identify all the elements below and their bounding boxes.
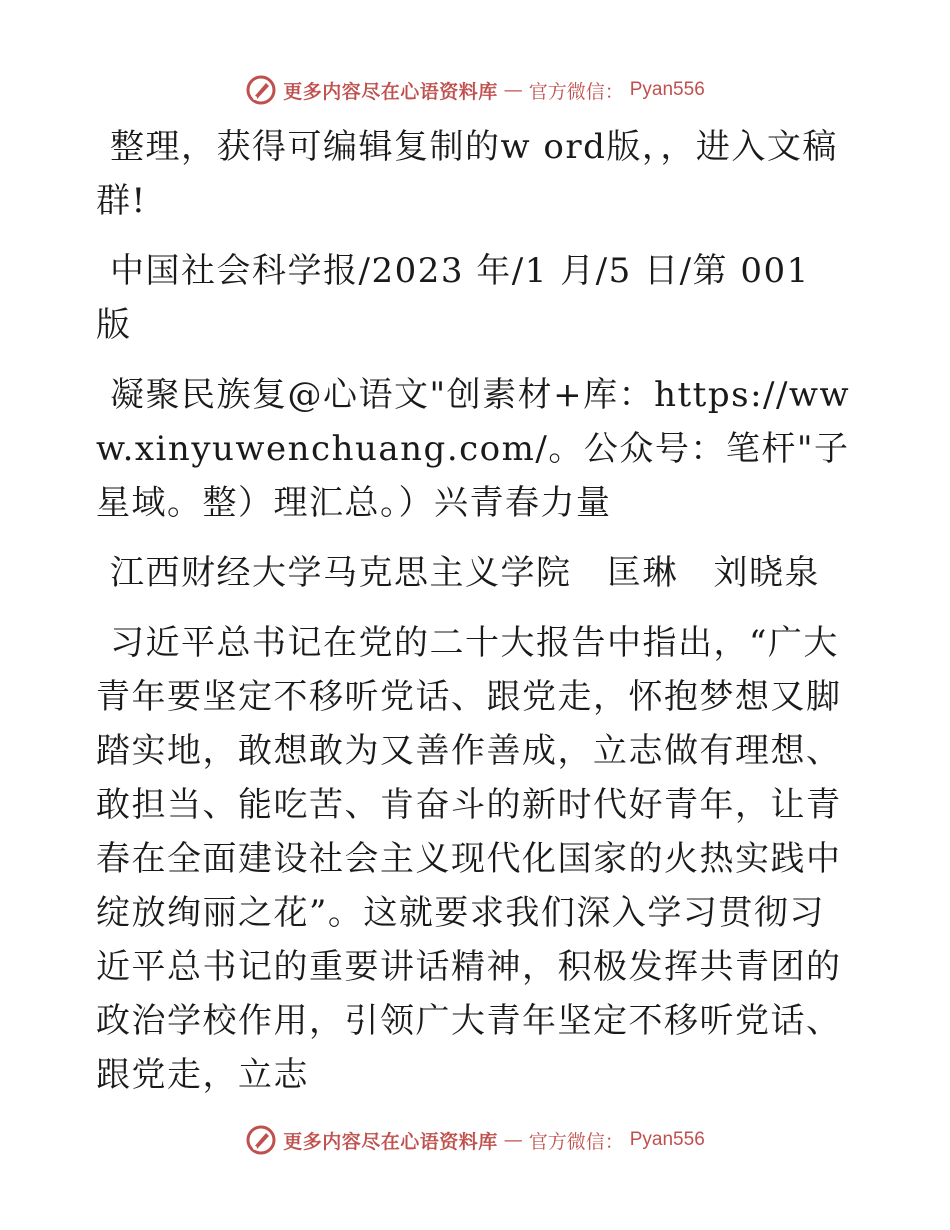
watermark-text: 更多内容尽在心语资料库 xyxy=(283,1130,498,1153)
author-line: 江西财经大学马克思主义学院 匡琳 刘晓泉 xyxy=(110,553,820,593)
footer-watermark xyxy=(0,1120,950,1160)
watermark-official-label: 官方微信： xyxy=(528,1130,624,1153)
pen-logo-icon xyxy=(245,74,277,106)
watermark-dash: — xyxy=(503,1129,523,1151)
watermark-text: 更多内容尽在心语资料库 xyxy=(283,80,498,103)
watermark-dash: — xyxy=(503,79,523,101)
header-watermark xyxy=(0,70,950,110)
body-paragraph: 习近平总书记在党的二十大报告中指出，“广大青年要坚定不移听党话、跟党走，怀抱梦想又脚踏实地，敢想敢为又善作善成，立志做有理想、敢担当、能吃苦、肯奋斗的新时代好青年，让青春在全面建设社会主义现代化国家的火热实践中绽放绚丽之花”。这就要求我们深入学习贯彻习近平总书记的重要讲话精神，积极发挥共青团的政治学校作用，引领广大青年坚定不移听党话、跟党走，立志 xyxy=(96,623,842,1095)
document-body xyxy=(96,120,856,1118)
source-line: 中国社会科学报/2023 年/1 月/5 日/第 001 版 xyxy=(96,251,810,345)
intro-paragraph: 整理，获得可编辑复制的w ord版，，进入文稿群! xyxy=(96,127,838,221)
pen-logo-icon xyxy=(245,1124,277,1156)
article-title: 凝聚民族复@心语文"创素材+库：https://www.xinyuwenchuang.com/。公众号：笔杆"子星域。整）理汇总。）兴青春力量 xyxy=(96,375,851,523)
watermark-wechat-id: Pyan556 xyxy=(629,79,705,100)
watermark-wechat-id: Pyan556 xyxy=(629,1129,705,1150)
watermark-official-label: 官方微信： xyxy=(528,80,624,103)
